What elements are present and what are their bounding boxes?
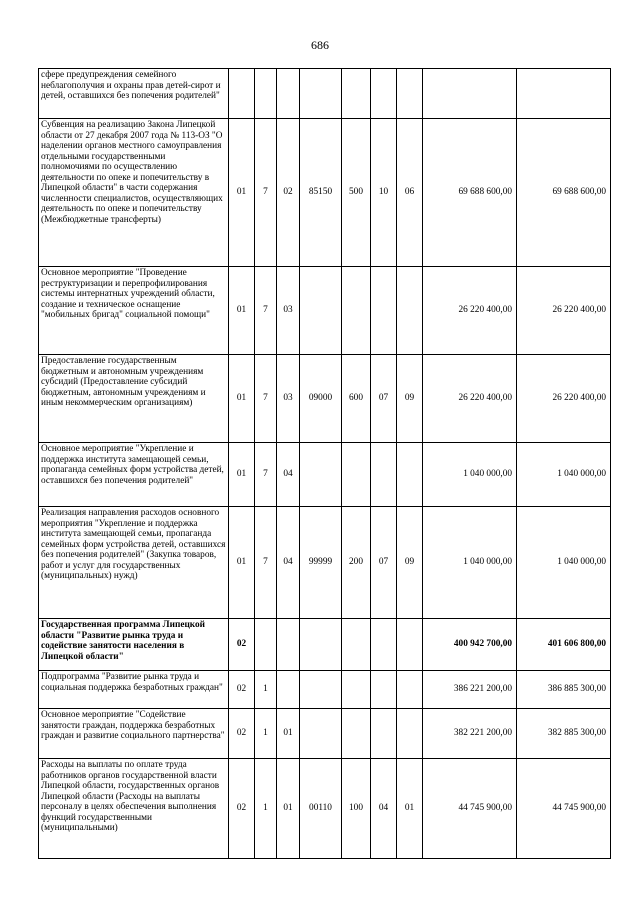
table-row	[39, 507, 611, 619]
amount-year-2: 1 040 000,00	[517, 507, 611, 619]
code-expense-type: 600	[342, 355, 371, 443]
code-direction	[300, 671, 342, 709]
code-measure: 01	[277, 709, 300, 759]
amount-year-1: 400 942 700,00	[423, 619, 517, 671]
code-section: 04	[371, 759, 397, 859]
code-subprogram: 1	[255, 709, 277, 759]
code-direction	[300, 267, 342, 355]
code-expense-type	[342, 619, 371, 671]
amount-year-2: 69 688 600,00	[517, 119, 611, 267]
code-program: 01	[229, 355, 255, 443]
row-description: Субвенция на реализацию Закона Липецкой области от 27 декабря 2007 года № 113-ОЗ "О наделении органов местного самоуправления отдельными государственными полномочиями по осуществлению деятельности по опеке и попечительству в Липецкой области" в части содержания численности специалистов, осуществляющих деятельность по опеке и попечительству (Межбюджетные трансферты)	[39, 119, 229, 267]
code-section	[371, 443, 397, 507]
code-subsection	[397, 69, 423, 119]
table-row	[39, 267, 611, 355]
code-measure: 01	[277, 759, 300, 859]
code-direction	[300, 443, 342, 507]
code-measure: 04	[277, 443, 300, 507]
table-body	[39, 69, 611, 859]
row-description: Подпрограмма "Развитие рынка труда и социальная поддержка безработных граждан"	[39, 671, 229, 709]
row-description: Основное мероприятие "Содействие занятости граждан, поддержка безработных граждан и развитие социального партнерства"	[39, 709, 229, 759]
table-row	[39, 69, 611, 119]
code-section: 07	[371, 507, 397, 619]
code-section	[371, 619, 397, 671]
code-program: 01	[229, 443, 255, 507]
code-subprogram: 1	[255, 671, 277, 709]
code-direction: 00110	[300, 759, 342, 859]
code-subsection: 09	[397, 355, 423, 443]
table-row	[39, 671, 611, 709]
code-program: 02	[229, 759, 255, 859]
code-measure: 03	[277, 355, 300, 443]
code-subsection: 06	[397, 119, 423, 267]
code-expense-type: 500	[342, 119, 371, 267]
code-expense-type: 100	[342, 759, 371, 859]
row-description: Предоставление государственным бюджетным и автономным учреждениям субсидий (Предоставление субсидий бюджетным, автономным учреждениям и иным некоммерческим организациям)	[39, 355, 229, 443]
code-section	[371, 267, 397, 355]
code-expense-type: 200	[342, 507, 371, 619]
row-description: Основное мероприятие "Укрепление и поддержка института замещающей семьи, пропаганда семейных форм устройства детей, оставшихся без попечения родителей"	[39, 443, 229, 507]
amount-year-2: 26 220 400,00	[517, 355, 611, 443]
code-measure	[277, 69, 300, 119]
code-measure	[277, 619, 300, 671]
amount-year-1: 386 221 200,00	[423, 671, 517, 709]
code-expense-type	[342, 69, 371, 119]
code-section: 10	[371, 119, 397, 267]
amount-year-2: 1 040 000,00	[517, 443, 611, 507]
amount-year-1: 26 220 400,00	[423, 267, 517, 355]
code-direction: 85150	[300, 119, 342, 267]
budget-table	[38, 68, 611, 859]
amount-year-2: 386 885 300,00	[517, 671, 611, 709]
row-description: сфере предупреждения семейного неблагополучия и охраны прав детей-сирот и детей, оставшихся без попечения родителей"	[39, 69, 229, 119]
code-section	[371, 671, 397, 709]
code-program: 02	[229, 671, 255, 709]
code-expense-type	[342, 709, 371, 759]
code-subsection	[397, 709, 423, 759]
table-row	[39, 709, 611, 759]
code-subprogram: 7	[255, 267, 277, 355]
code-subprogram	[255, 69, 277, 119]
amount-year-1: 69 688 600,00	[423, 119, 517, 267]
amount-year-1: 1 040 000,00	[423, 443, 517, 507]
code-section: 07	[371, 355, 397, 443]
amount-year-1: 26 220 400,00	[423, 355, 517, 443]
code-subprogram: 7	[255, 507, 277, 619]
code-direction: 99999	[300, 507, 342, 619]
code-section	[371, 69, 397, 119]
table-row	[39, 443, 611, 507]
amount-year-1	[423, 69, 517, 119]
amount-year-1: 1 040 000,00	[423, 507, 517, 619]
code-measure: 04	[277, 507, 300, 619]
amount-year-2: 44 745 900,00	[517, 759, 611, 859]
code-direction	[300, 69, 342, 119]
code-section	[371, 709, 397, 759]
code-program: 01	[229, 507, 255, 619]
code-expense-type	[342, 443, 371, 507]
code-direction: 09000	[300, 355, 342, 443]
row-description: Реализация направления расходов основного мероприятия "Укрепление и поддержка института замещающей семьи, пропаганда семейных форм устройства детей, оставшихся без попечения родителей" (Закупка товаров, работ и услуг для государственных (муниципальных) нужд)	[39, 507, 229, 619]
code-program: 02	[229, 619, 255, 671]
amount-year-2	[517, 69, 611, 119]
code-program: 01	[229, 119, 255, 267]
amount-year-2: 382 885 300,00	[517, 709, 611, 759]
code-subprogram: 7	[255, 355, 277, 443]
code-subsection	[397, 443, 423, 507]
code-direction	[300, 619, 342, 671]
row-description: Расходы на выплаты по оплате труда работников органов государственной власти Липецкой области, государственных органов Липецкой области (Расходы на выплаты персоналу в целях обеспечения выполнения функций государственными (муниципальными)	[39, 759, 229, 859]
code-program: 01	[229, 267, 255, 355]
code-subsection: 01	[397, 759, 423, 859]
table-row	[39, 759, 611, 859]
table-row	[39, 119, 611, 267]
code-subsection	[397, 619, 423, 671]
code-subprogram: 7	[255, 119, 277, 267]
code-direction	[300, 709, 342, 759]
amount-year-1: 44 745 900,00	[423, 759, 517, 859]
code-measure: 02	[277, 119, 300, 267]
code-program: 02	[229, 709, 255, 759]
row-description: Государственная программа Липецкой области "Развитие рынка труда и содействие занятости населения в Липецкой области"	[39, 619, 229, 671]
code-subprogram	[255, 619, 277, 671]
amount-year-2: 26 220 400,00	[517, 267, 611, 355]
code-expense-type	[342, 267, 371, 355]
code-measure: 03	[277, 267, 300, 355]
table-row	[39, 619, 611, 671]
code-subprogram: 7	[255, 443, 277, 507]
code-expense-type	[342, 671, 371, 709]
table-row	[39, 355, 611, 443]
amount-year-1: 382 221 200,00	[423, 709, 517, 759]
code-subsection: 09	[397, 507, 423, 619]
amount-year-2: 401 606 800,00	[517, 619, 611, 671]
row-description: Основное мероприятие "Проведение реструктуризации и перепрофилирования системы интернатных учреждений области, создание и техническое оснащение "мобильных бригад" социальной помощи"	[39, 267, 229, 355]
code-program	[229, 69, 255, 119]
code-measure	[277, 671, 300, 709]
code-subprogram: 1	[255, 759, 277, 859]
page-number: 686	[311, 38, 329, 52]
code-subsection	[397, 267, 423, 355]
code-subsection	[397, 671, 423, 709]
